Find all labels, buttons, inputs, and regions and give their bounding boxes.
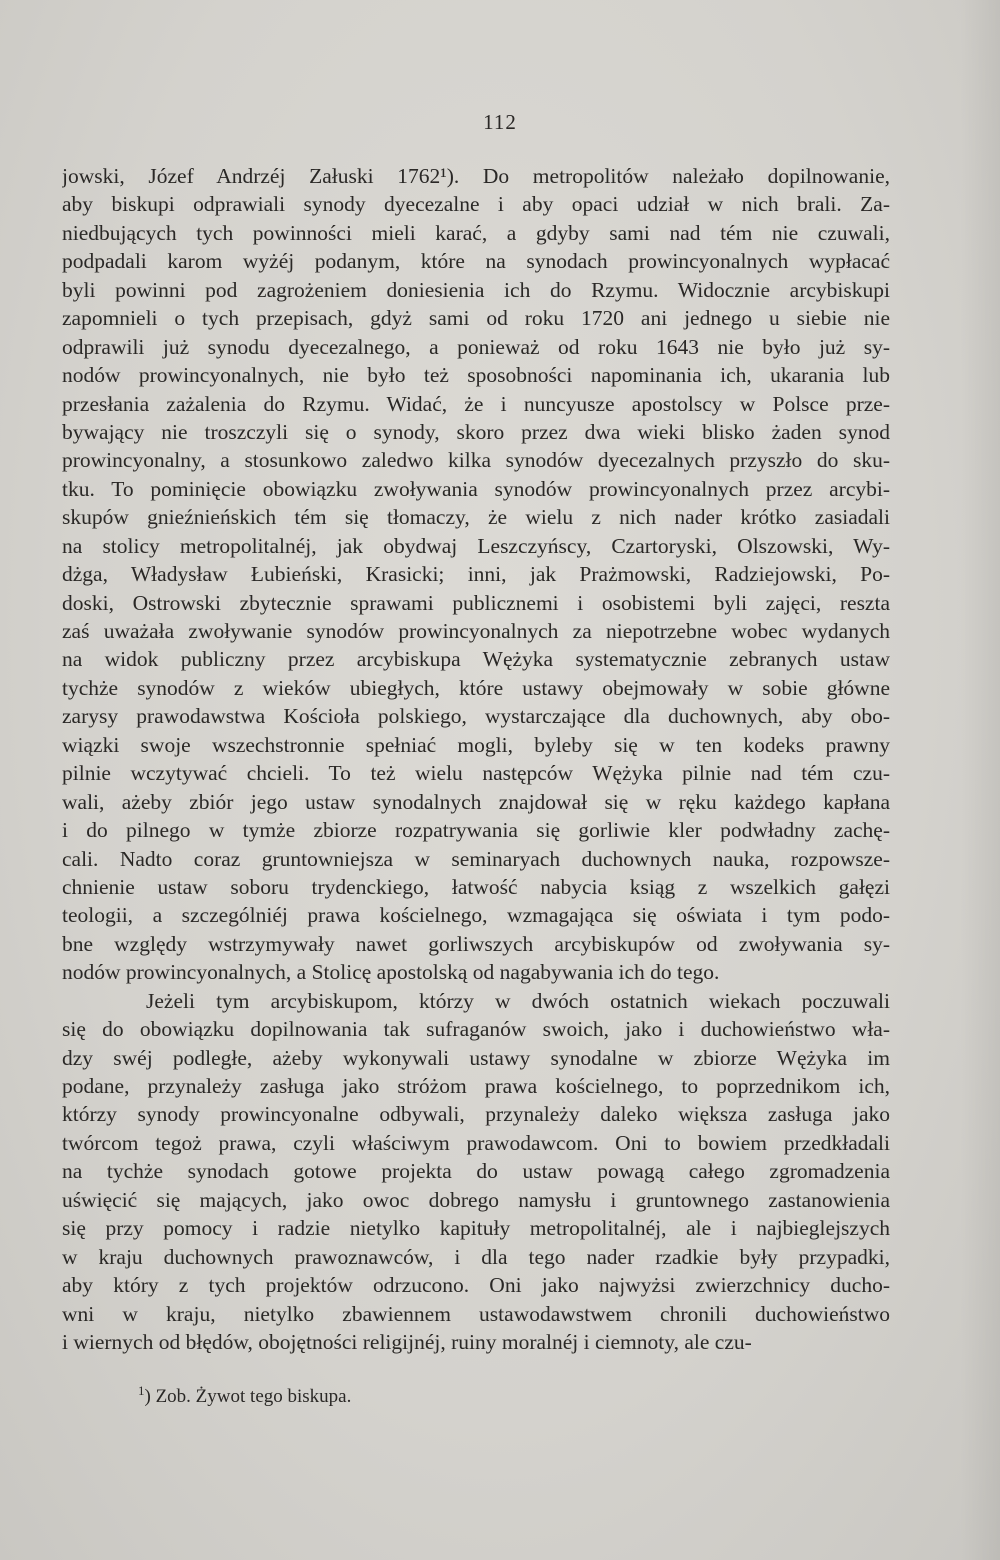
text-line: zarysy prawodawstwa Kościoła polskiego, wystarczające dla duchownych, aby obo-: [62, 704, 890, 729]
text-line: pilnie wczytywać chcieli. To też wielu następców Wężyka pilnie nad tém czu-: [62, 761, 890, 786]
text-line: nodów prowincyonalnych, a Stolicę apostolską od nagabywania ich do tego.: [62, 960, 720, 985]
text-line: dzy swéj podległe, ażeby wykonywali ustawy synodalne w zbiorze Wężyka im: [62, 1045, 890, 1070]
text-line: się przy pomocy i radzie nietylko kapituły metropolitalnéj, ale i najbieglejszych: [62, 1216, 890, 1241]
text-line: podane, przynależy zasługa jako stróżom prawa kościelnego, to poprzednikom ich,: [62, 1074, 890, 1098]
page-edge-shadow: [960, 0, 1000, 1560]
footnote-text: ) Zob. Żywot tego biskupa.: [144, 1386, 352, 1407]
text-line: bne względy wstrzymywały nawet gorliwszych arcybiskupów od zwoływania sy-: [62, 931, 890, 956]
text-line: wiązki swoje wszechstronnie spełniać mogli, byleby się w ten kodeks prawny: [62, 732, 890, 757]
text-line: twórcom tegoż prawa, czyli właściwym prawodawcom. Oni to bowiem przedkładali: [62, 1130, 890, 1155]
text-line: się do obowiązku dopilnowania tak sufraganów swoich, jako i duchowieństwo wła-: [62, 1017, 890, 1042]
body-text: [62, 162, 890, 1356]
text-line: na tychże synodach gotowe projekta do ustaw powagą całego zgromadzenia: [62, 1159, 890, 1184]
footnote-marker: 1: [138, 1383, 145, 1398]
text-line: odprawili już synodu dyecezalnego, a ponieważ od roku 1643 nie było już sy-: [62, 334, 890, 359]
text-line: tychże synodów z wieków ubiegłych, które ustawy obejmowały w sobie główne: [62, 675, 890, 700]
text-line: bywający nie troszczyli się o synody, skoro przez dwa wieki blisko żaden synod: [62, 419, 890, 444]
text-line: i do pilnego w tymże zbiorze rozpatrywania się gorliwie kler podwładny zachę-: [62, 818, 890, 843]
page-number: 112: [483, 110, 517, 134]
text-line: wni w kraju, nietylko zbawiennem ustawodawstwem chronili duchowieństwo: [62, 1301, 890, 1326]
text-line: zaś uważała zwoływanie synodów prowincyonalnych za niepotrzebne wobec wydanych: [62, 619, 890, 643]
text-line: cali. Nadto coraz gruntowniejsza w seminaryach duchownych nauka, rozpowsze-: [62, 846, 890, 871]
text-line: nodów prowincyonalnych, nie było też sposobności napominania ich, ukarania lub: [62, 363, 890, 388]
paragraph-1: [62, 162, 890, 987]
text-line: niedbujących tych powinności mieli karać, a gdyby sami nad tém nie czuwali,: [62, 220, 890, 245]
text-line: aby który z tych projektów odrzucono. Oni jako najwyżsi zwierzchnicy ducho-: [62, 1273, 890, 1298]
text-line: na widok publiczny przez arcybiskupa Wężyka systematycznie zebranych ustaw: [62, 647, 890, 672]
text-line: dżga, Władysław Łubieński, Krasicki; inni, jak Prażmowski, Radziejowski, Po-: [62, 562, 890, 587]
text-line: tku. To pominięcie obowiązku zwoływania synodów prowincyonalnych przez arcybi-: [62, 476, 890, 501]
text-line: chnienie ustaw soboru trydenckiego, łatwość nabycia ksiąg z wszelkich gałęzi: [62, 874, 890, 899]
text-line: którzy synody prowincyonalne odbywali, przynależy daleko większa zasługa jako: [62, 1102, 890, 1127]
text-line: byli powinni pod zagrożeniem doniesienia ich do Rzymu. Widocznie arcybiskupi: [62, 277, 890, 302]
paragraph-2: [62, 987, 890, 1357]
text-line: aby biskupi odprawiali synody dyecezalne i aby opaci udział w nich brali. Za-: [62, 192, 890, 217]
text-line: przesłania zażalenia do Rzymu. Widać, że i nuncyusze apostolscy w Polsce prze-: [62, 391, 890, 416]
text-line: w kraju duchownych prawoznawców, i dla tego nader rzadkie były przypadki,: [62, 1244, 890, 1269]
text-line: teologii, a szczególniéj prawa kościelnego, wzmagająca się oświata i tym podo-: [62, 903, 890, 928]
text-line: na stolicy metropolitalnéj, jak obydwaj Leszczyńscy, Czartoryski, Olszowski, Wy-: [62, 533, 890, 558]
text-line: Jeżeli tym arcybiskupom, którzy w dwóch ostatnich wiekach poczuwali: [146, 988, 890, 1013]
text-line: jowski, Józef Andrzéj Załuski 1762¹). Do metropolitów należało dopilnowanie,: [62, 164, 890, 188]
text-line: skupów gnieźnieńskich tém się tłomaczy, że wielu z nich nader krótko zasiadali: [62, 505, 890, 530]
text-line: wali, ażeby zbiór jego ustaw synodalnych znajdował się w ręku każdego kapłana: [62, 789, 890, 814]
footnote: [138, 1378, 351, 1410]
text-line: prowincyonalny, a stosunkowo zaledwo kilka synodów dyecezalnych przyszło do sku-: [62, 448, 890, 473]
text-line: i wiernych od błędów, obojętności religijnéj, ruiny moralnéj i ciemnoty, ale czu-: [62, 1329, 752, 1354]
text-line: doski, Ostrowski zbytecznie sprawami publicznemi i osobistemi byli zajęci, reszta: [62, 590, 890, 615]
text-line: podpadali karom wyżéj podanym, które na synodach prowincyonalnych wypłacać: [62, 249, 890, 274]
text-line: zapomnieli o tych przepisach, gdyż sami od roku 1720 ani jednego u siebie nie: [62, 306, 890, 331]
text-line: uświęcić się mających, jako owoc dobrego namysłu i gruntownego zastanowienia: [62, 1187, 890, 1212]
